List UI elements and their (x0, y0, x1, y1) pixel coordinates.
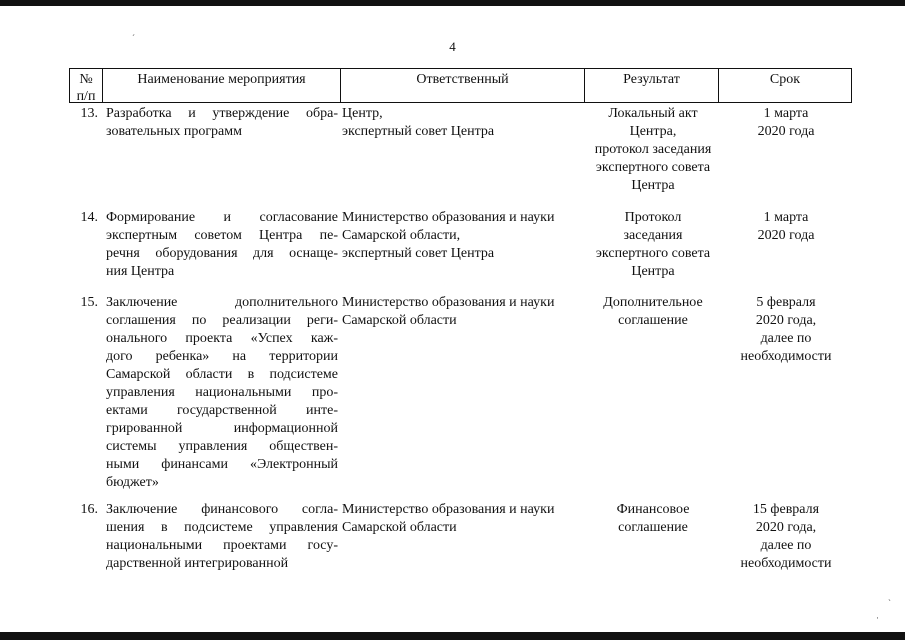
cell-line: ными финансами «Электронный (106, 457, 338, 472)
cell-line: 2020 года, (755, 313, 817, 328)
table-row (69, 294, 852, 492)
header-number-line2: п/п (76, 89, 96, 104)
row-responsible (342, 209, 586, 281)
row-name (106, 501, 338, 573)
cell-line: Самарской области (342, 313, 457, 328)
header-result: Результат (585, 69, 719, 102)
cell-line: заседания (623, 228, 683, 243)
cell-line: Разработка и утверждение обра- (106, 106, 338, 121)
table-row (69, 105, 852, 195)
row-term (720, 294, 852, 492)
cell-line: Центра (631, 264, 675, 279)
cell-line: Центр, (342, 106, 383, 121)
bottom-border (0, 632, 905, 640)
scan-speck: ˊ (132, 33, 135, 43)
cell-line: Министерство образования и науки (342, 295, 555, 310)
cell-line: экспертным советом Центра пе- (106, 228, 338, 243)
cell-line: 1 марта (763, 106, 809, 121)
cell-line: системы управления обществен- (106, 439, 338, 454)
row-result (586, 105, 720, 195)
cell-line: 1 марта (763, 210, 809, 225)
cell-line: онального проекта «Успех каж- (106, 331, 338, 346)
cell-line: экспертный совет Центра (342, 246, 495, 261)
scan-speck: · (876, 613, 879, 623)
cell-line: грированной информационной (106, 421, 338, 436)
table-header (69, 68, 852, 103)
cell-line: 2020 года, (755, 520, 817, 535)
cell-line: шения в подсистеме управления (106, 520, 338, 535)
page-number: 4 (449, 39, 456, 54)
cell-line: речня оборудования для оснаще- (106, 246, 338, 261)
cell-line: далее по (760, 538, 812, 553)
cell-line: Самарской области, (342, 228, 461, 243)
cell-line: ния Центра (106, 264, 175, 279)
header-name: Наименование мероприятия (103, 69, 341, 102)
cell-line: Самарской области (342, 520, 457, 535)
cell-line: Самарской области в подсистеме (106, 367, 338, 382)
cell-line: соглашение (618, 313, 688, 328)
header-number-line1: № (79, 72, 93, 87)
cell-line: необходимости (740, 556, 832, 571)
cell-line: национальными проектами госу- (106, 538, 338, 553)
cell-line: экспертного совета (595, 246, 711, 261)
row-number: 13. (80, 106, 98, 121)
cell-line: дого ребенка» на территории (106, 349, 338, 364)
cell-line: экспертный совет Центра (342, 124, 495, 139)
row-responsible (342, 105, 586, 195)
row-number: 15. (80, 295, 98, 310)
cell-line: экспертного совета (595, 160, 711, 175)
row-name (106, 294, 338, 492)
cell-line: соглашение (618, 520, 688, 535)
row-result (586, 294, 720, 492)
scan-speck: ˏ (888, 591, 891, 601)
cell-line: Протокол (624, 210, 682, 225)
row-result (586, 501, 720, 573)
row-name (106, 209, 338, 281)
row-number: 14. (80, 210, 98, 225)
row-number: 16. (80, 502, 98, 517)
cell-line: Заключение дополнительного (106, 295, 338, 310)
cell-line: бюджет» (106, 475, 159, 490)
table-row (69, 209, 852, 281)
cell-line: 15 февраля (752, 502, 820, 517)
row-responsible (342, 501, 586, 573)
cell-line: зовательных программ (106, 124, 242, 139)
cell-line: дарственной интегрированной (106, 556, 289, 571)
row-term (720, 209, 852, 281)
cell-line: далее по (760, 331, 812, 346)
top-border (0, 0, 905, 6)
cell-line: Центра, (629, 124, 677, 139)
row-responsible (342, 294, 586, 492)
cell-line: соглашения по реализации реги- (106, 313, 338, 328)
cell-line: ектами государственной инте- (106, 403, 338, 418)
cell-line: Центра (631, 178, 675, 193)
cell-line: Формирование и согласование (106, 210, 338, 225)
cell-line: управления национальными про- (106, 385, 338, 400)
cell-line: Финансовое (616, 502, 690, 517)
row-result (586, 209, 720, 281)
row-term (720, 105, 852, 195)
header-responsible: Ответственный (341, 69, 585, 102)
cell-line: Министерство образования и науки (342, 210, 555, 225)
cell-line: протокол заседания (594, 142, 712, 157)
cell-line: Министерство образования и науки (342, 502, 555, 517)
row-term (720, 501, 852, 573)
row-name (106, 105, 338, 195)
cell-line: 2020 года (757, 228, 815, 243)
cell-line: Локальный акт (608, 106, 698, 121)
header-term: Срок (769, 72, 801, 87)
cell-line: Заключение финансового согла- (106, 502, 338, 517)
cell-line: Дополнительное (603, 295, 703, 310)
header-number (70, 69, 103, 102)
table-row (69, 501, 852, 573)
cell-line: необходимости (740, 349, 832, 364)
cell-line: 5 февраля (756, 295, 816, 310)
cell-line: 2020 года (757, 124, 815, 139)
